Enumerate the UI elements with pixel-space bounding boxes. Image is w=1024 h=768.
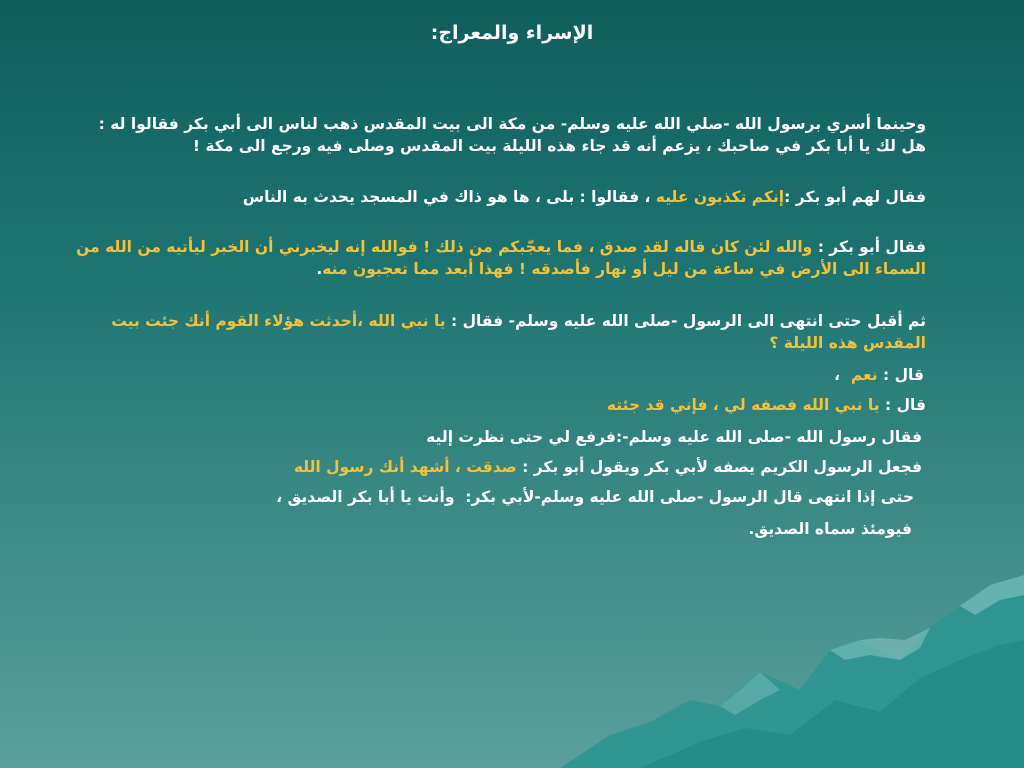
line-3-text: فقال رسول الله -صلى الله عليه وسلم-: <box>615 428 922 446</box>
line-1-highlight: نعم <box>850 366 878 384</box>
line-1-end: ، <box>834 366 841 384</box>
line-1 <box>834 366 924 384</box>
paragraph-3-text: فقال أبو بكر : <box>817 238 926 256</box>
paragraph-3 <box>76 236 926 280</box>
line-5-text: حتى إذا انتهى قال الرسول -صلى الله عليه وسلم-لأبي بكر: <box>465 488 914 506</box>
line-5-bold: وأنت يا أبا بكر الصديق ، <box>276 488 455 506</box>
slide-title: الإسراء والمعراج: <box>430 22 594 44</box>
line-5 <box>276 488 914 506</box>
line-3-bold: فرفع لي حتى نظرت إليه <box>426 428 616 446</box>
line-1-text: قال : <box>882 366 924 384</box>
paragraph-4-highlight: يا نبي الله ،أحدثت هؤلاء القوم أنك جئت بيت المقدس هذه الليلة ؟ <box>111 312 926 352</box>
paragraph-4-text: ثم أقبل حتى انتهى الى الرسول -صلى الله عليه وسلم- فقال : <box>451 312 926 330</box>
line-6: فيومئذ سماه الصديق. <box>748 520 912 538</box>
paragraph-3-end: . <box>316 260 323 278</box>
paragraph-4 <box>76 310 926 354</box>
line-2-text: قال : <box>884 396 926 414</box>
paragraph-2-highlight: إنكم تكذبون عليه <box>655 188 785 206</box>
paragraph-2-text-end: ، فقالوا : بلى ، ها هو ذاك في المسجد يحدث به الناس <box>242 188 651 206</box>
line-4-highlight: صدقت ، أشهد أنك رسول الله <box>293 458 517 476</box>
line-4-text: فجعل الرسول الكريم يصفه لأبي بكر ويقول أبو بكر : <box>522 458 922 476</box>
line-2-highlight: يا نبي الله فصفه لي ، فإني قد جئته <box>606 396 880 414</box>
paragraph-2 <box>76 186 926 208</box>
paragraph-3-highlight: والله لئن كان قاله لقد صدق ، فما يعجّبكم من ذلك ! فوالله إنه ليخبرني أن الخبر ليأتيه من الله من السماء الى الأرض في ساعة من ليل أو نهار فأصدقه ! فهذا أبعد مما تعجبون منه <box>76 238 926 278</box>
paragraph-2-text: فقال لهم أبو بكر : <box>784 188 926 206</box>
line-4 <box>294 458 922 476</box>
line-2 <box>607 396 926 414</box>
line-3 <box>426 428 922 446</box>
paragraph-1: وحينما أسري برسول الله -صلي الله عليه وسلم- من مكة الى بيت المقدس ذهب لناس الى أبي بكر فقالوا له : هل لك يا أبا بكر في صاحبك ، يزعم أنه قد جاء هذه الليلة بيت المقدس وصلى فيه ورجع الى مكة ! <box>98 115 926 155</box>
